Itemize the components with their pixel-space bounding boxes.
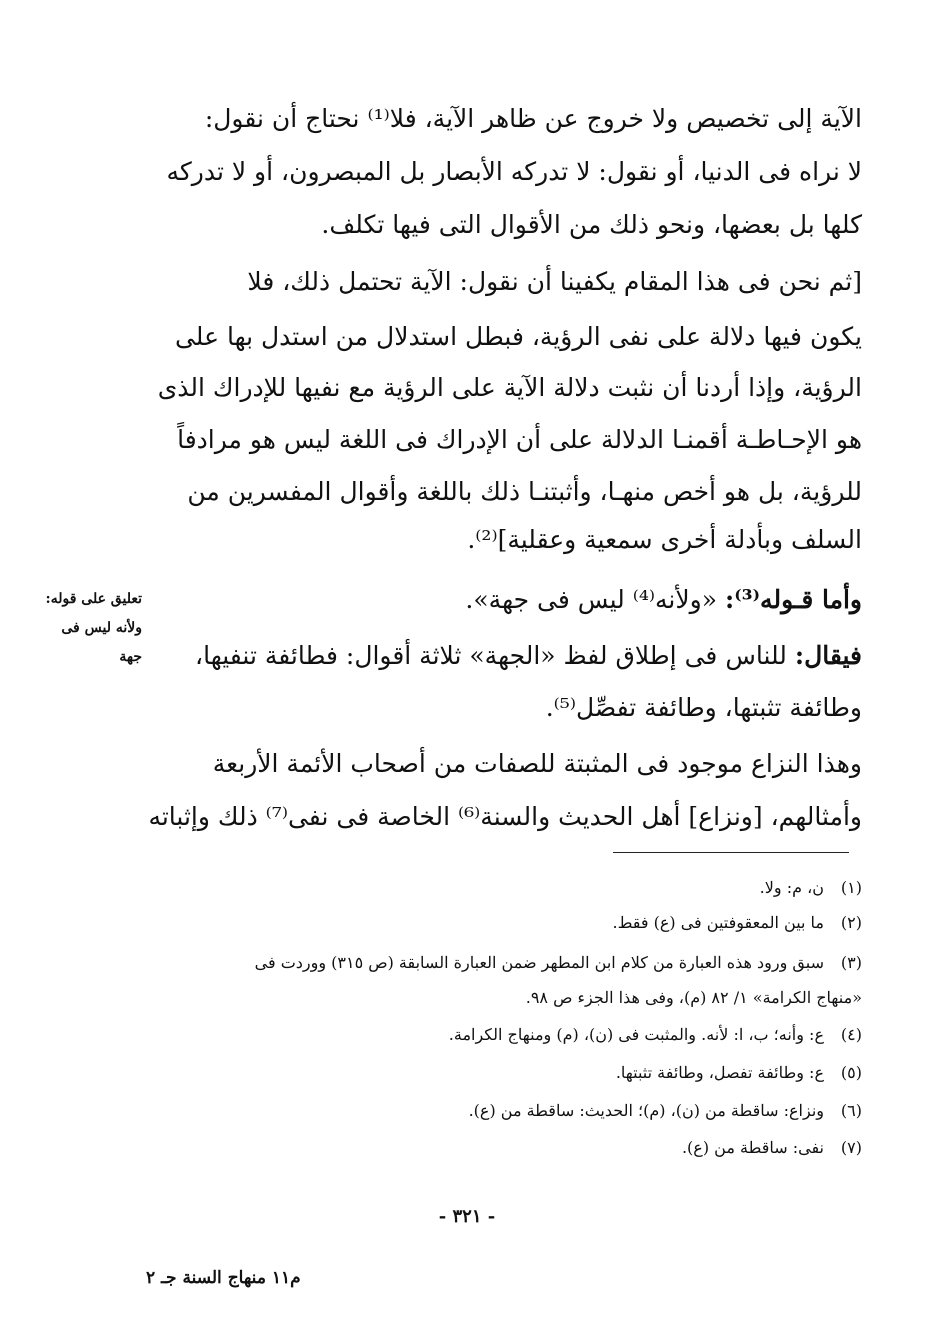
footnote — [158, 1058, 862, 1088]
footnote-number: (٢) — [840, 913, 862, 932]
text-line: الآية إلى تخصيص ولا خروج عن ظاهر الآية، فلا⁽¹⁾ نحتاج أن نقول: — [204, 104, 862, 133]
footnote-text: «منهاج الكرامة» ١/ ٨٢ (م)، وفى هذا الجزء ص ٩٨. — [525, 988, 862, 1007]
margin-note-line: تعليق على قوله: — [45, 591, 142, 607]
footnote — [158, 908, 862, 938]
text-line: هو الإحـاطـة أقمنـا الدلالة على أن الإدراك فى اللغة ليس هو مرادفاً — [177, 425, 862, 454]
footnote-continuation — [158, 983, 900, 1013]
footnote-number: (٧) — [840, 1138, 862, 1157]
qawl-line — [158, 580, 862, 620]
footnote — [158, 1020, 862, 1050]
text-line: وهذا النزاع موجود فى المثبتة للصفات من أصحاب الأئمة الأربعة — [212, 749, 862, 778]
qawl-label: وأما قـوله⁽³⁾: — [724, 585, 862, 614]
footnote-text: سبق ورود هذه العبارة من كلام ابن المطهر ضمن العبارة السابقة (ص ٣١٥) ووردت فى — [254, 953, 824, 972]
page-number: - ٣٢١ - — [438, 1206, 496, 1227]
signature-mark: م١١ منهاج السنة جـ ٢ — [146, 1268, 301, 1288]
footnote-number: (٣) — [840, 953, 862, 972]
footnote-number: (١) — [840, 878, 862, 897]
footnote-separator — [613, 852, 849, 853]
text-line: وطائفة تثبتها، وطائفة تفصِّل⁽⁵⁾. — [545, 693, 862, 722]
text-line: الرؤية، وإذا أردنا أن نثبت دلالة الآية على الرؤية مع نفيها للإدراك الذى — [157, 373, 862, 402]
footnote — [158, 948, 862, 978]
footnote — [158, 1133, 862, 1163]
footnote-text: ع: وأنه؛ ب، ا: لأنه. والمثبت فى (ن)، (م) ومنهاج الكرامة. — [448, 1025, 824, 1044]
text-line: كلها بل بعضها، ونحو ذلك من الأقوال التى فيها تكلف. — [321, 210, 862, 239]
footnote-text: ن، م: ولا. — [759, 878, 824, 897]
margin-note-line: ولأنه ليس فى — [61, 620, 142, 636]
footnote-number: (٦) — [840, 1101, 862, 1120]
footnote-text: نفى: ساقطة من (ع). — [681, 1138, 824, 1157]
footnote-number: (٥) — [840, 1063, 862, 1082]
footnote-text: ونزاع: ساقطة من (ن)، (م)؛ الحديث: ساقطة من (ع). — [468, 1101, 824, 1120]
footnote-text: ما بين المعقوفتين فى (ع) فقط. — [612, 913, 824, 932]
footnote — [158, 873, 862, 903]
footnote — [158, 1096, 862, 1126]
text-line: وأمثالهم، [ونزاع] أهل الحديث والسنة⁽⁶⁾ الخاصة فى نفى⁽⁷⁾ ذلك وإثباته — [148, 802, 862, 831]
footnote-text: ع: وطائفة تفصل، وطائفة تثبتها. — [615, 1063, 824, 1082]
text-line: السلف وبأدلة أخرى سمعية وعقلية]⁽²⁾. — [467, 525, 862, 554]
yuqal-text: للناس فى إطلاق لفظ «الجهة» ثلاثة أقوال: فطائفة تنفيها، — [195, 641, 795, 670]
text-line: [ثم نحن فى هذا المقام يكفينا أن نقول: الآية تحتمل ذلك، فلا — [247, 267, 862, 296]
text-line: للرؤية، بل هو أخص منهـا، وأثبتنـا ذلك باللغة وأقوال المفسرين من — [187, 477, 862, 506]
yuqal-line — [158, 636, 862, 676]
text-line: لا نراه فى الدنيا، أو نقول: لا تدركه الأبصار بل المبصرون، أو لا تدركه — [166, 157, 862, 186]
qawl-text: «ولأنه⁽⁴⁾ ليس فى جهة». — [465, 585, 725, 614]
margin-note — [26, 585, 142, 672]
footnote-number: (٤) — [840, 1025, 862, 1044]
margin-note-line: جهة — [119, 649, 142, 665]
yuqal-label: فيقال: — [794, 641, 862, 670]
text-line: يكون فيها دلالة على نفى الرؤية، فبطل استدلال من استدل بها على — [174, 322, 862, 351]
